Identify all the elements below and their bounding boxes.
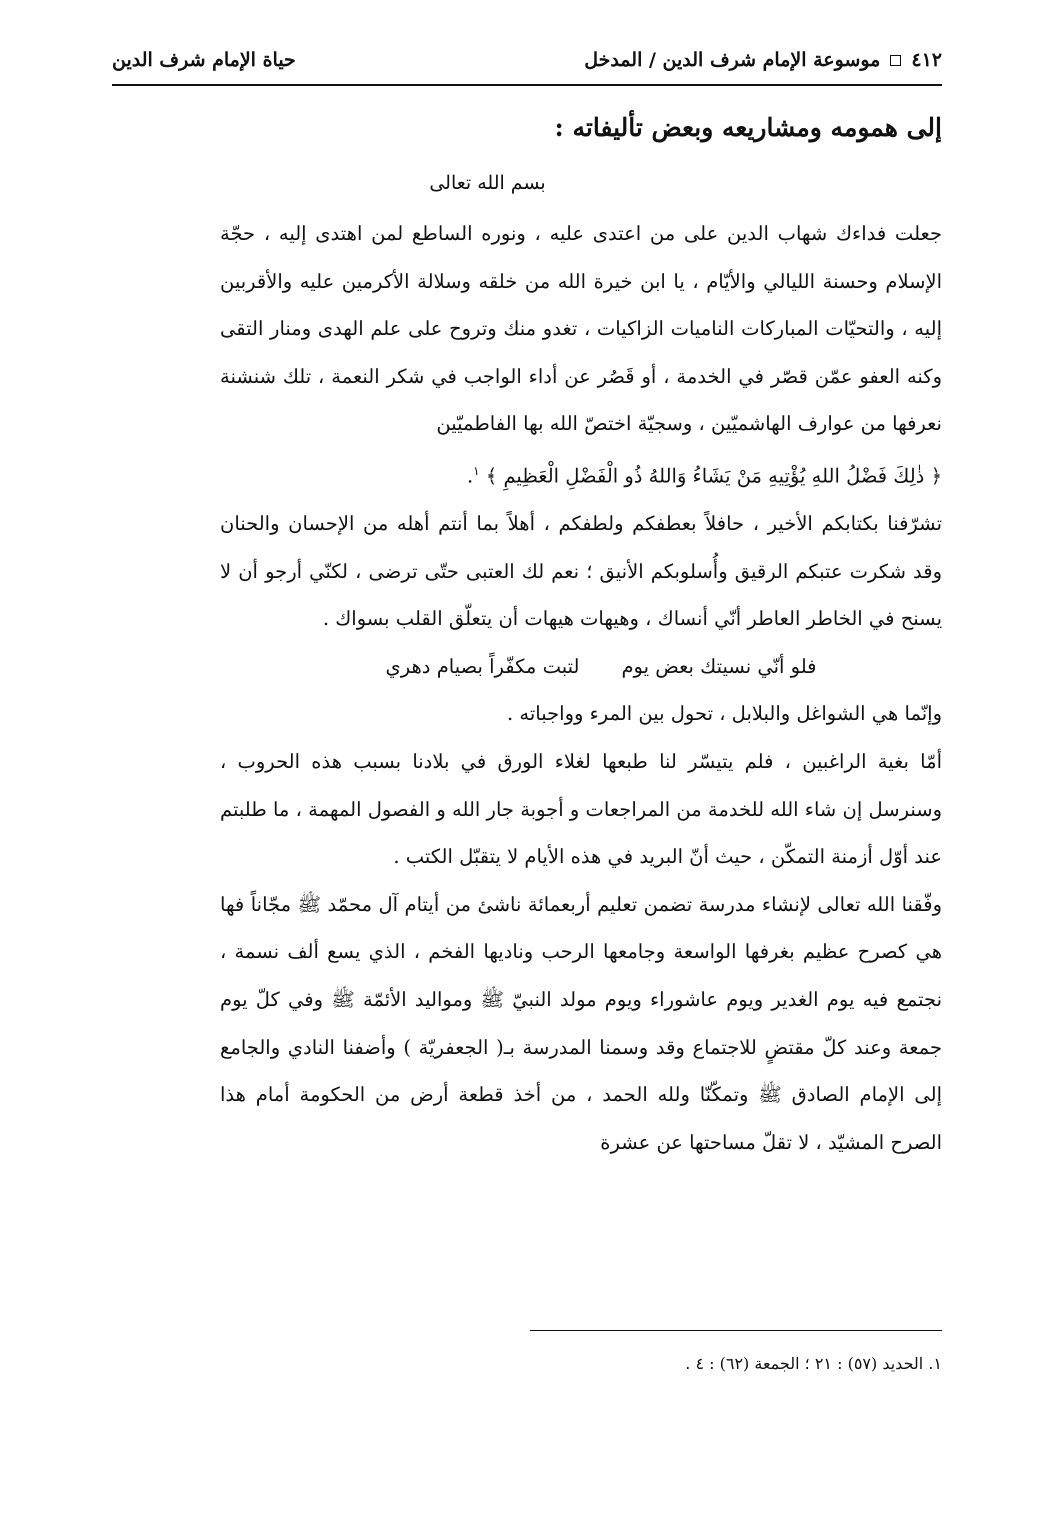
paragraph-1: جعلت فداءك شهاب الدين على من اعتدى عليه ، ونوره الساطع لمن اهتدى إليه ، حجّة الإسلام وحسنة الليالي والأيّام ، يا ابن خيرة الله من خلقه وسلالة الأكرمين عليه والأقربين إليه ، والتحيّات المباركات الناميات الزاكيات ، تغدو منك وتروح على علم الهدى ومنار التقى وكنه العفو عمّن قصّر في الخدمة ، أو قَصُر عن أداء الواجب في شكر النعمة ، تلك شنشنة نعرفها من عوارف الهاشميّين ، وسجيّة اختصّ الله بها الفاطميّين xyxy=(220,222,942,436)
book-title: موسوعة الإمام شرف الدين / المدخل xyxy=(584,49,881,71)
poem-hemistich-1: فلو أنّي نسيتك بعض يوم xyxy=(621,654,817,678)
poem-verse xyxy=(220,643,942,691)
quran-verse: ﴿ ذٰلِكَ فَضْلُ اللهِ يُؤْتِيهِ مَنْ يَشَاءُ وَاللهُ ذُو الْفَضْلِ الْعَظِيمِ ﴾ xyxy=(485,464,942,488)
chapter-title: حياة الإمام شرف الدين xyxy=(112,49,296,71)
running-head xyxy=(112,40,942,80)
basmala: بسم الله تعالى xyxy=(429,172,546,194)
footnote: ١. الحديد (٥٧) : ٢١ ؛ الجمعة (٦٢) : ٤ . xyxy=(685,1354,942,1373)
paragraph-2: تشرّفنا بكتابكم الأخير ، حافلاً بعطفكم ولطفكم ، أهلاً بما أنتم أهله من الإحسان والحنان وقد شكرت عتبكم الرقيق وأُسلوبكم الأنيق ؛ نعم لك العتبى حتّى ترضى ، لكنّي أرجو أن لا يسنح في الخاطر العاطر أنّي أنساك ، وهيهات هيهات أن يتعلّق القلب بسواك . xyxy=(220,512,942,631)
quran-verse-line: ﴿ ذٰلِكَ فَضْلُ اللهِ يُؤْتِيهِ مَنْ يَشَاءُ وَاللهُ ذُو الْفَضْلِ الْعَظِيمِ ﴾ $^١$. xyxy=(466,463,942,488)
intro-line: إلى همومه ومشاريعه وبعض تأليفاته : xyxy=(554,113,942,142)
paragraph-4: أمّا بغية الراغبين ، فلم يتيسّر لنا طبعها لغلاء الورق في بلادنا بسبب هذه الحروب ، وسنرسل إن شاء الله للخدمة من المراجعات و أجوبة جار الله و الفصول المهمة ، ما طلبتم عند أوّل أزمنة التمكّن ، حيث أنّ البريد في هذه الأيام لا يتقبّل الكتب . xyxy=(220,750,942,869)
letter-body xyxy=(220,210,942,1166)
footnote-rule xyxy=(530,1330,942,1331)
running-head-right xyxy=(584,49,942,71)
paragraph-5: وفّقنا الله تعالى لإنشاء مدرسة تضمن تعليم أربعمائة ناشئ من أيتام آل محمّد ﷺ مجّاناً فها هي كصرح عظيم بغرفها الواسعة وجامعها الرحب وناديها الفخم ، الذي يسع ألف نسمة ، نجتمع فيه يوم الغدير ويوم عاشوراء ويوم مولد النبيّ ﷺ ومواليد الأئمّة ﷺ وفي كلّ يوم جمعة وعند كلّ مقتضٍ للاجتماع وقد وسمنا المدرسة بـ( الجعفريّة ) وأضفنا النادي والجامع إلى الإمام الصادق ﷺ وتمكّنّا ولله الحمد ، من أخذ قطعة أرض من الحكومة أمام هذا الصرح المشيّد ، لا تقلّ مساحتها عن عشرة xyxy=(220,892,942,1154)
poem-hemistich-2: لتبت مكفّراً بصيام دهري xyxy=(385,654,580,678)
header-rule xyxy=(112,84,942,86)
paragraph-3: وإنّما هي الشواغل والبلابل ، تحول بين المرء وواجباته . xyxy=(507,702,942,726)
page-number: ٤١٢ xyxy=(911,49,942,71)
footnote-marker: ١ xyxy=(473,463,480,478)
square-ornament-icon xyxy=(890,55,901,66)
